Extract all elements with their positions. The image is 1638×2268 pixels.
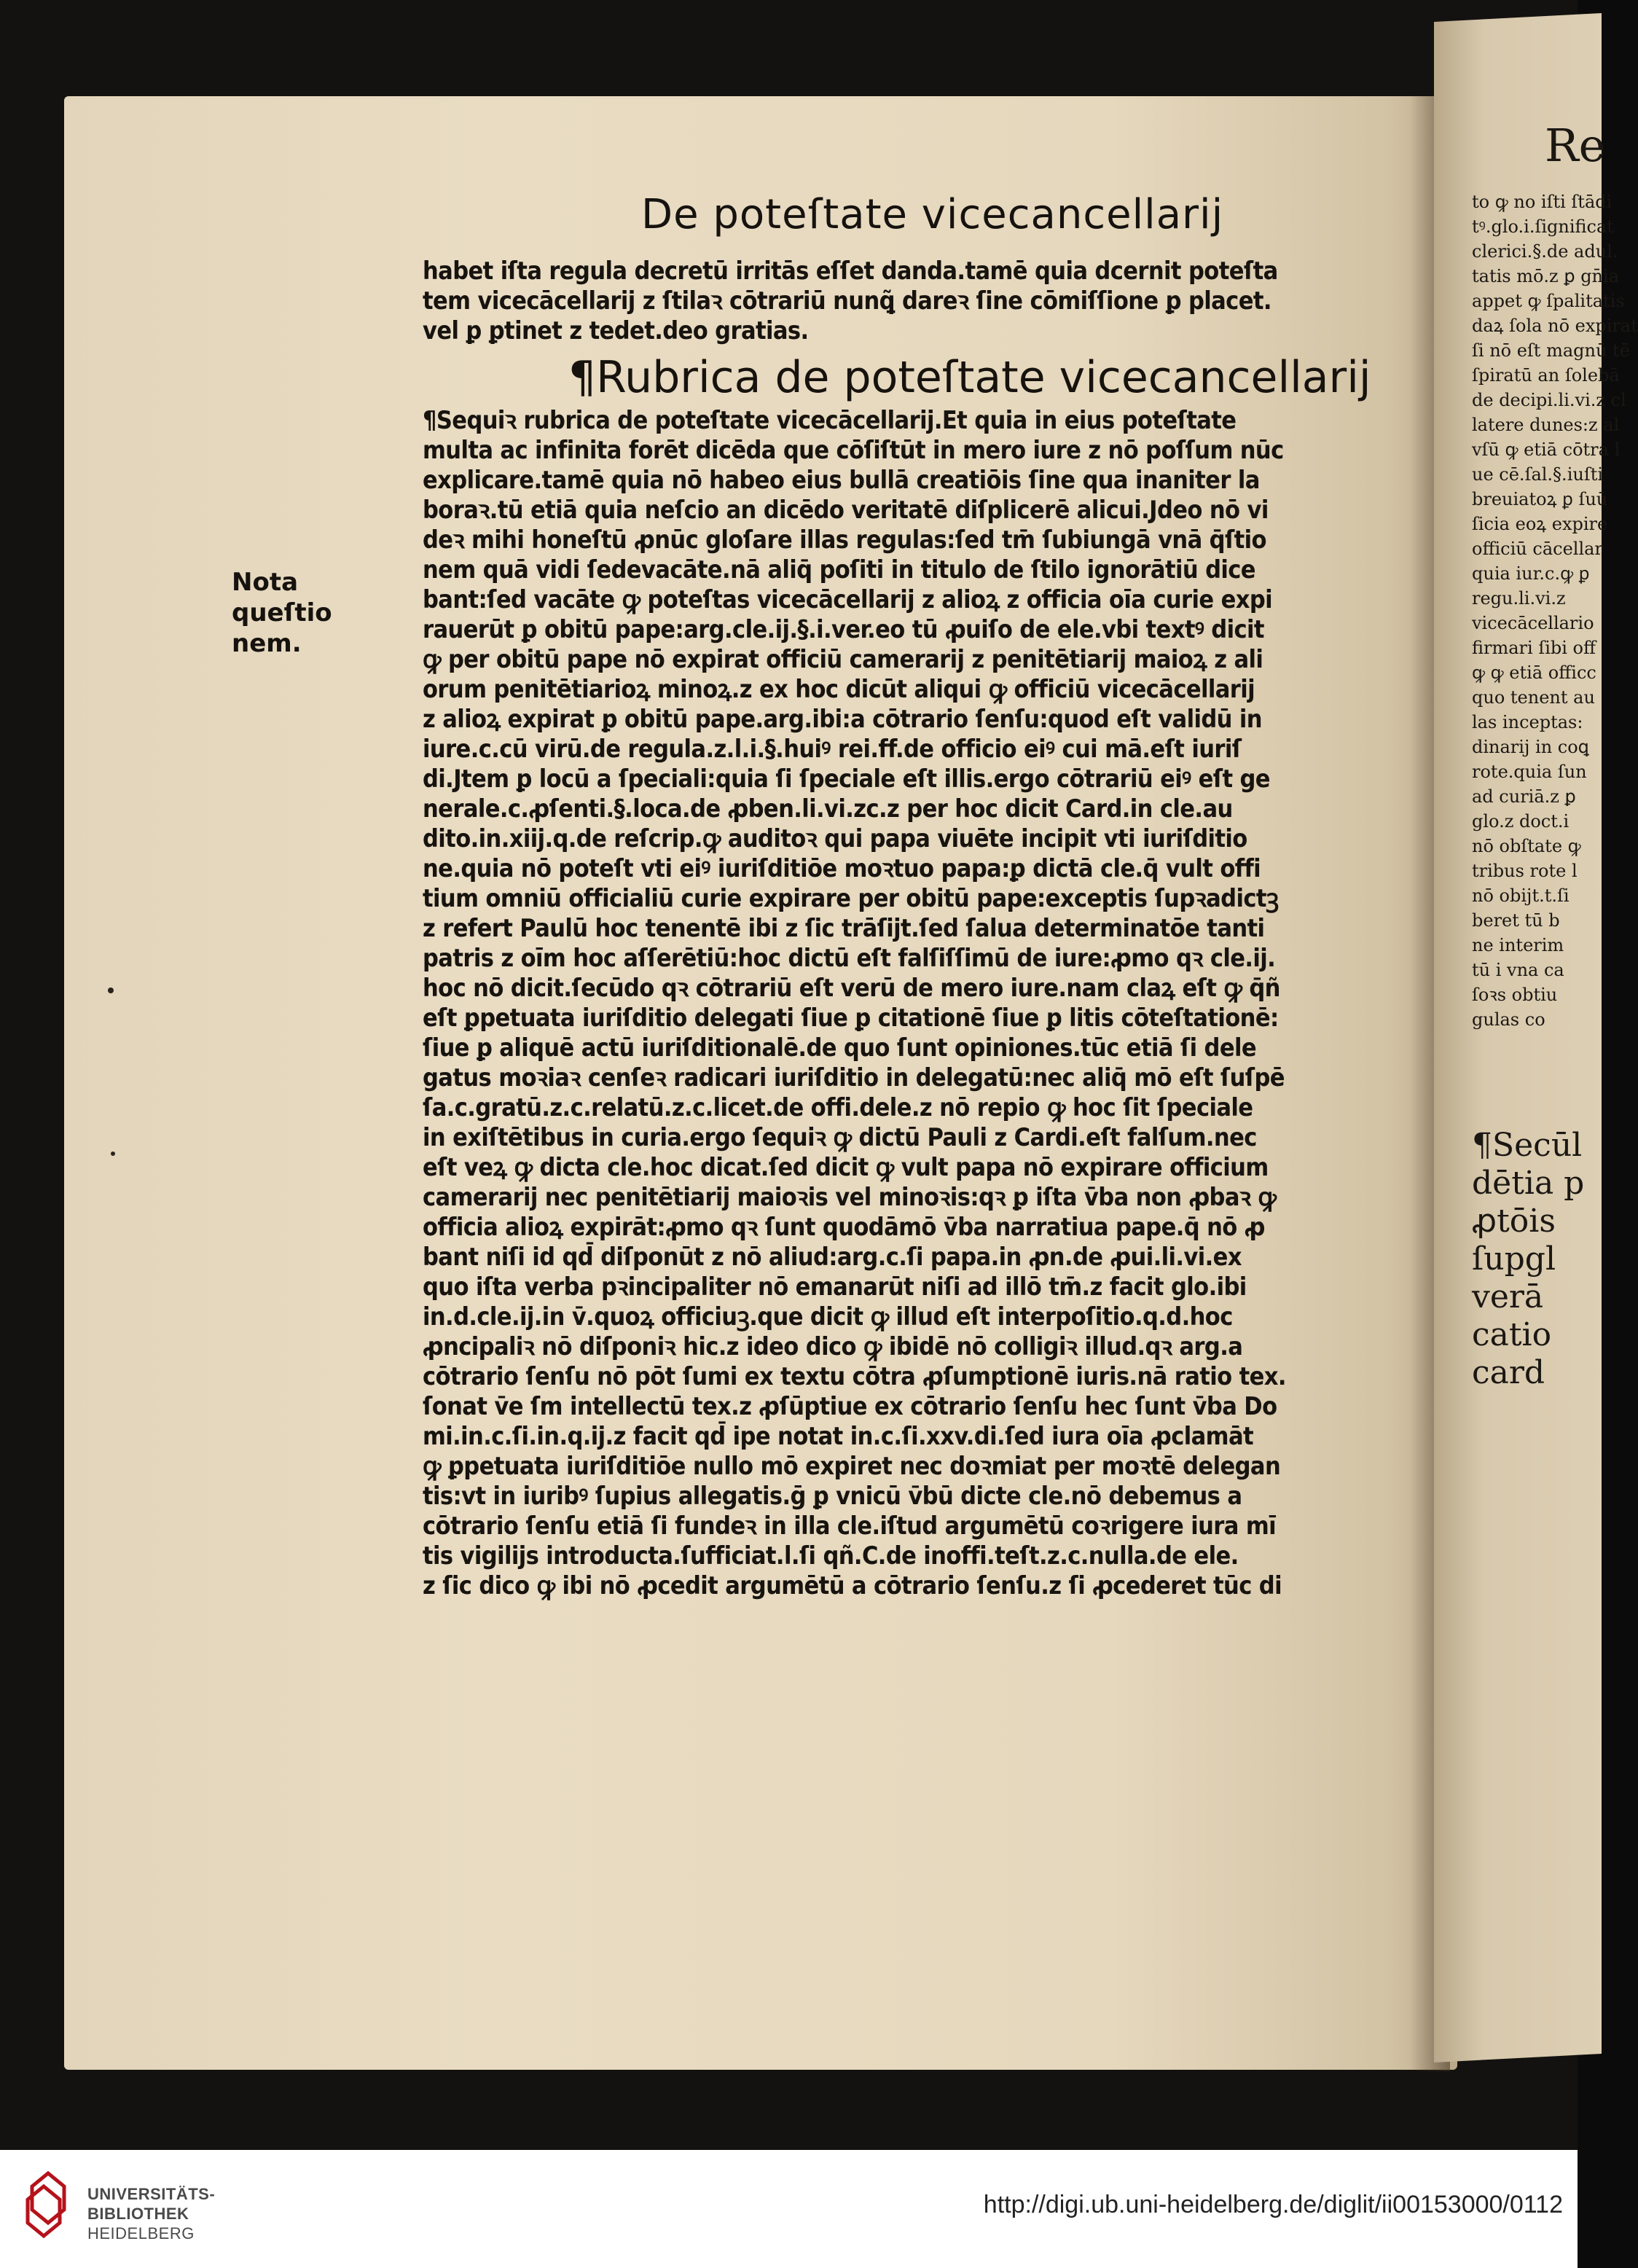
text-line: tꝰ.glo.i.ſignificat (1472, 216, 1614, 237)
text-line: tis:vt in iuribꝰ ſupius allegatis.ḡ ꝑ vnicū v̄bū dicte cle.nō debemus a (423, 1482, 1242, 1511)
text-line: dito.in.xiij.q.de reſcrip.ꝙ auditoꝛ qui papa viuēte incipit vti iuriſditio (423, 824, 1247, 853)
text-line: daꝝ ſola nō expirat (1472, 316, 1638, 336)
text-line: ne.quia nō poteſt vti eiꝰ iuriſditiōe moꝛtuo papa:ꝑ dictā cle.q̄ vult offi (423, 854, 1261, 883)
marginal-note-line: Nota queſtio (232, 568, 332, 627)
text-line: cōtrario ſenſu etiā ſi fundeꝛ in illa cle.iſtud argumētū coꝛrigere iura mī (423, 1512, 1277, 1541)
facing-page-section (1472, 1127, 1585, 1392)
facing-page-lines (1472, 189, 1638, 1032)
text-line: iure.c.cū virū.de regula.z.l.i.§.huiꝰ rei.ff.de officio eiꝰ cui mā.eſt iuriſ (423, 735, 1242, 764)
running-head: De poteſtate vicecancellarij (641, 191, 1224, 238)
text-line: ad curiā.z ꝑ (1472, 786, 1576, 807)
text-line: multa ac infinita forēt dicēda que cōſiſtūt in mero iure z nō poſſum nūc (423, 436, 1284, 465)
text-line: in exiſtētibus in curia.ergo ſequiꝛ ꝙ dictū Pauli z Cardi.eſt falſum.nec (423, 1123, 1257, 1152)
text-line: tribus rote l (1472, 861, 1578, 881)
marginal-note (232, 567, 407, 659)
text-line: ſa.c.gratū.z.c.relatū.z.c.licet.de offi.dele.z nō repio ꝙ hoc ſit ſpeciale (423, 1093, 1253, 1122)
text-line: ꝓtōis (1472, 1203, 1556, 1240)
text-line: ſiue ꝑ aliquē actū iuriſditionalē.de quo ſunt opiniones.tūc etiā ſi dele (423, 1033, 1257, 1063)
text-line: card (1472, 1354, 1545, 1391)
library-name-line: BIBLIOTHEK (87, 2205, 189, 2223)
text-line: vicecācellario (1472, 613, 1594, 633)
text-line: camerarij nec penitētiarij maioꝛis vel minoꝛis:qꝛ ꝑ iſta v̄ba non ꝓbaꝛ ꝙ (423, 1183, 1277, 1212)
text-line: patris z oīm hoc aſſerētiū:hoc dictū eſt falſiſſimū de iure:ꝓmo qꝛ cle.ij. (423, 944, 1276, 973)
text-line: ¶Secūl (1472, 1127, 1583, 1164)
text-line: nō obſtate ꝙ (1472, 836, 1581, 856)
university-library-logo-icon (19, 2165, 77, 2245)
text-before-rubric (423, 257, 1363, 346)
text-line: ꝙ ꝙ etiā officc (1472, 662, 1596, 683)
text-line: ſupgl (1472, 1240, 1556, 1278)
text-line: tem vicecācellarij z ſtilaꝛ cōtrariū nunꝗ͂ dareꝛ ſine cōmiſſione ꝑ placet. (423, 286, 1271, 316)
marginal-note-line: nem. (232, 629, 302, 658)
text-line: ¶Sequiꝛ rubrica de poteſtate vicecācellarij.Et quia in eius poteſtate (423, 406, 1237, 435)
text-line: las inceptas: (1472, 712, 1583, 732)
text-line: vſū ꝙ etiā cōtra l (1472, 439, 1621, 460)
text-line: cōtrario ſenſu nō pōt ſumi ex textu cōtra ꝓſumptionē iuris.nā ratio tex. (423, 1362, 1286, 1391)
text-line: ꝙ per obitū pape nō expirat officiū camerarij z penitētiarij maioꝝ z ali (423, 645, 1263, 674)
text-line: catio (1472, 1316, 1552, 1353)
text-line: quia iur.c.ꝙ ꝑ (1472, 563, 1590, 584)
page-url-link[interactable]: http://digi.ub.uni-heidelberg.de/diglit/ii00153000/0112 (983, 2191, 1563, 2218)
text-line: in.d.cle.ij.in v̄.quoꝝ officiuꝫ.que dicit ꝙ illud eſt interpoſitio.q.d.hoc (423, 1302, 1233, 1332)
text-line: regu.li.vi.z (1472, 588, 1566, 609)
text-line: nō obijt.t.ſi (1472, 885, 1570, 906)
text-line: firmari ſibi off (1472, 638, 1596, 658)
main-text (423, 257, 1371, 1601)
text-line: glo.z doct.i (1472, 811, 1570, 832)
text-line: eſt ꝑpetuata iuriſditio delegati ſiue ꝑ citationē ſiue ꝑ litis cōteſtationē: (423, 1004, 1279, 1033)
text-line: ſpiratū an ſolebā (1472, 365, 1620, 386)
text-line: vel ꝑ ꝑtinet z tedet.deo gratias. (423, 316, 809, 345)
text-line: boraꝛ.tū etiā quia neſcio an dicēdo veritatē diſplicerē alicui.Jdeo nō vi (423, 496, 1269, 525)
text-line: clerici.§.de adul. (1472, 241, 1618, 262)
text-line: orum penitētiarioꝝ minoꝝ.z ex hoc dicūt aliqui ꝙ officiū vicecācellarij (423, 675, 1255, 704)
text-line: gatus moꝛiaꝛ cenſeꝛ radicari iuriſditio in delegatū:nec aliq̄ mō eſt ſuſpē (423, 1063, 1285, 1092)
text-line: tatis mō.z ꝑ gn̄ia (1472, 266, 1619, 286)
text-line: rauerūt ꝑ obitū pape:arg.cle.ij.§.i.ver.eo tū ꝓuiſo de ele.vbi textꝰ dicit (423, 615, 1264, 644)
text-line: appet ꝙ ſpalitatis (1472, 291, 1625, 311)
text-line: bant:ſed vacāte ꝙ poteſtas vicecācellarij z alioꝝ z officia oīa curie expi (423, 585, 1273, 614)
text-line: ꝓncipaliꝛ nō diſponiꝛ hic.z ideo dico ꝙ ibidē nō colligiꝛ illud.qꝛ arg.a (423, 1332, 1243, 1361)
text-line: bant niſi id qd̄ diſponūt z nō aliud:arg.c.ſi papa.in ꝓn.de ꝓui.li.vi.ex (423, 1243, 1242, 1272)
text-line: explicare.tamē quia nō habeo eius bullā creatiōis ſine qua inaniter la (423, 466, 1260, 495)
text-line: quo tenent au (1472, 687, 1595, 708)
paper-speck (108, 988, 114, 993)
library-name (87, 2184, 215, 2243)
text-line: mi.in.c.ſi.in.q.ij.z facit qd̄ ipe notat in.c.ſi.xxv.di.ſed iura oīa ꝓclamāt (423, 1422, 1254, 1451)
text-line: dētia p (1472, 1165, 1585, 1202)
text-line: ſicia eoꝝ expire (1472, 514, 1608, 534)
text-line: ſonat v̄e ſm intellectū tex.z ꝓſūptiue ex cōtrario ſenſu hec ſunt v̄ba Do (423, 1392, 1277, 1421)
text-line: to ꝙ no iſti ſtādi (1472, 192, 1612, 212)
text-after-rubric (423, 406, 1363, 1601)
text-line: eſt veꝝ ꝙ dicta cle.hoc dicat.ſed dicit ꝙ vult papa nō expirare officium (423, 1153, 1269, 1182)
facing-page-head: Re (1545, 119, 1606, 172)
text-line: breuiatoꝝ ꝑ ſuū (1472, 489, 1608, 509)
text-line: quo iſta verba pꝛincipaliter nō emanarūt niſi ad illō tm̄.z facit glo.ibi (423, 1272, 1247, 1302)
text-line: tium omniū officialiū curie expirare per obitū pape:exceptis ſupꝛadictꝫ (423, 884, 1279, 913)
text-line: dinarij in coꝗ (1472, 737, 1589, 757)
facing-page-text (1472, 73, 1638, 1392)
text-line: gulas co (1472, 1009, 1545, 1030)
text-line: ue cē.ſal.§.iuſti (1472, 464, 1604, 485)
library-name-line: UNIVERSITÄTS- (87, 2185, 216, 2203)
text-line: beret tū b (1472, 910, 1560, 931)
text-line: hoc nō dicit.ſecūdo qꝛ cōtrariū eſt verū de mero iure.nam claꝝ eſt ꝙ q̄ñ (423, 974, 1280, 1003)
text-line: z ſic dico ꝙ ibi nō ꝓcedit argumētū a cōtrario ſenſu.z ſi ꝓcederet tūc di (423, 1571, 1282, 1600)
text-line: ſi nō eſt magnū tē (1472, 340, 1630, 361)
text-line: ne interim (1472, 935, 1564, 955)
text-line: deꝛ mihi honeſtū ꝓnūc gloſare illas regulas:ſed tm̄ ſubiungā vnā q̄ſtio (423, 525, 1266, 555)
text-line: verā (1472, 1278, 1544, 1315)
rubric-heading: ¶Rubrica de poteſtate vicecancellarij (568, 352, 1371, 403)
text-line: tis vigilijs introducta.ſufficiat.l.ſi qñ.C.de inoffi.teſt.z.c.nulla.de ele. (423, 1541, 1239, 1571)
text-line: de decipi.li.vi.z cl (1472, 390, 1626, 410)
text-line: officiū cācellar (1472, 539, 1603, 559)
text-line: nem quā vidi ſedevacāte.nā aliq̄ poſiti in titulo de ſtilo ignorātiū dice (423, 555, 1255, 584)
text-line: di.Jtem ꝑ locū a ſpeciali:quia ſi ſpeciale eſt illis.ergo cōtrariū eiꝰ eſt ge (423, 765, 1270, 794)
text-line: latere dunes:z al (1472, 415, 1620, 435)
text-line: habet iſta regula decretū irritās eſſet danda.tamē quia dcernit poteſta (423, 257, 1278, 286)
library-city: HEIDELBERG (87, 2224, 195, 2242)
text-line: z alioꝝ expirat ꝑ obitū pape.arg.ibi:a cōtrario ſenſu:quod eſt validū in (423, 705, 1262, 734)
paper-speck (111, 1151, 115, 1156)
text-line: ſoꝛs obtiu (1472, 985, 1558, 1005)
text-line: nerale.c.ꝓſenti.§.loca.de ꝓben.li.vi.zc.z per hoc dicit Card.in cle.au (423, 794, 1233, 824)
text-line: rote.quia ſun (1472, 762, 1587, 782)
text-line: z refert Paulū hoc tenentē ibi z ſic trāſijt.ſed ſalua determinatōe tanti (423, 914, 1265, 943)
text-line: tū i vna ca (1472, 960, 1564, 980)
text-line: officia alioꝝ expirāt:ꝓmo qꝛ ſunt quodāmō v̄ba narratiua pape.q̄ nō ꝓ (423, 1213, 1265, 1242)
text-line: ꝙ ꝑpetuata iuriſditiōe nullo mō expiret nec doꝛmiat per moꝛtē delegan (423, 1452, 1281, 1481)
